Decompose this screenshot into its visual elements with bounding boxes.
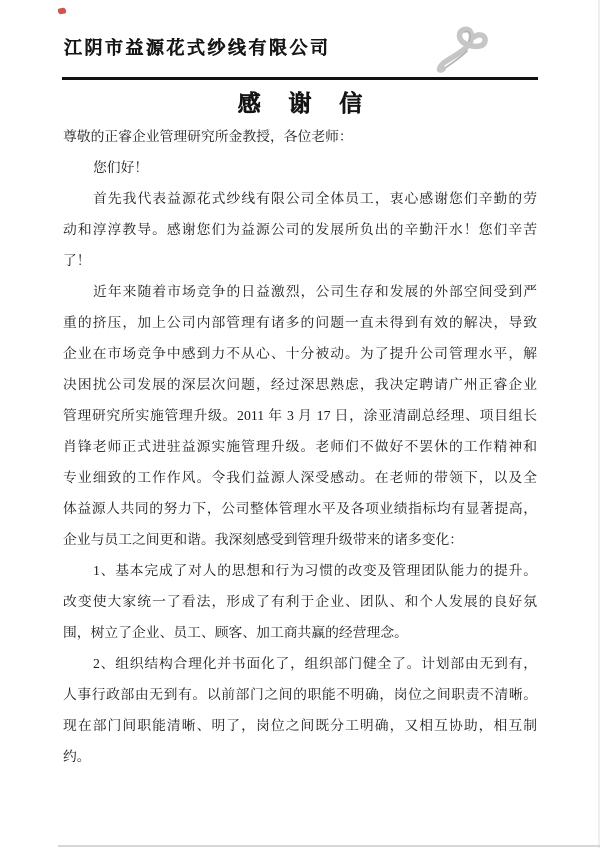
text-line: 人事行政部由无到有。以前部门之间的职能不明确，岗位之间职责不清晰。 xyxy=(63,687,537,702)
text-line: 现在部门间职能清晰、明了，岗位之间既分工明确，又相互协助，相互制 xyxy=(63,718,537,733)
text-line: 了！ xyxy=(63,253,91,268)
letter-title: 感 谢 信 xyxy=(237,91,374,116)
text-line: 改变使大家统一了看法，形成了有利于企业、团队、和个人发展的良好氛 xyxy=(63,594,537,609)
text-line: 专业细致的工作作风。令我们益源人深受感动。在老师的带领下，以及全 xyxy=(63,470,537,485)
text-line: 2、组织结构合理化并书面化了，组织部门健全了。计划部由无到有， xyxy=(93,656,537,671)
text-line: 约。 xyxy=(63,749,91,764)
text-line: 肖锋老师正式进驻益源实施管理升级。老师们不做好不罢休的工作精神和 xyxy=(63,439,537,454)
text-line: 企业与员工之间更和谐。我深刻感受到管理升级带来的诸多变化： xyxy=(63,532,464,547)
text-line: 您们好！ xyxy=(93,160,149,175)
text-line: 首先我代表益源花式纱线有限公司全体员工，衷心感谢您们辛勤的劳 xyxy=(93,191,537,206)
red-ink-mark xyxy=(57,7,66,15)
company-name: 江阴市益源花式纱线有限公司 xyxy=(64,38,331,58)
text-line: 决困扰公司发展的深层次问题，经过深思熟虑，我决定聘请广州正睿企业 xyxy=(63,377,537,392)
text-line: 尊敬的正睿企业管理研究所金教授，各位老师： xyxy=(63,129,353,144)
letter-body xyxy=(63,121,537,772)
header-divider xyxy=(62,77,538,80)
text-line: 动和淳淳教导。感谢您们为益源公司的发展所负出的辛勤汗水！您们辛苦 xyxy=(63,222,537,237)
text-line: 企业在市场竞争中感到力不从心、十分被动。为了提升公司管理水平，解 xyxy=(63,346,537,361)
scan-edge-artifact-bottom xyxy=(58,845,600,847)
text-line: 围，树立了企业、员工、顾客、加工商共赢的经营理念。 xyxy=(63,625,408,640)
text-line: 重的挤压，加上公司内部管理有诸多的问题一直未得到有效的解决，导致 xyxy=(63,315,537,330)
text-line: 1、基本完成了对人的思想和行为习惯的改变及管理团队能力的提升。 xyxy=(93,563,537,578)
text-line: 管理研究所实施管理升级。2011 年 3 月 17 日，涂亚清副总经理、项目组长 xyxy=(63,408,537,423)
text-line: 体益源人共同的努力下，公司整体管理水平及各项业绩指标均有显著提高， xyxy=(63,501,537,516)
text-line: 近年来随着市场竞争的日益激烈，公司生存和发展的外部空间受到严 xyxy=(93,284,537,299)
yarn-knot-logo-icon xyxy=(436,24,500,76)
